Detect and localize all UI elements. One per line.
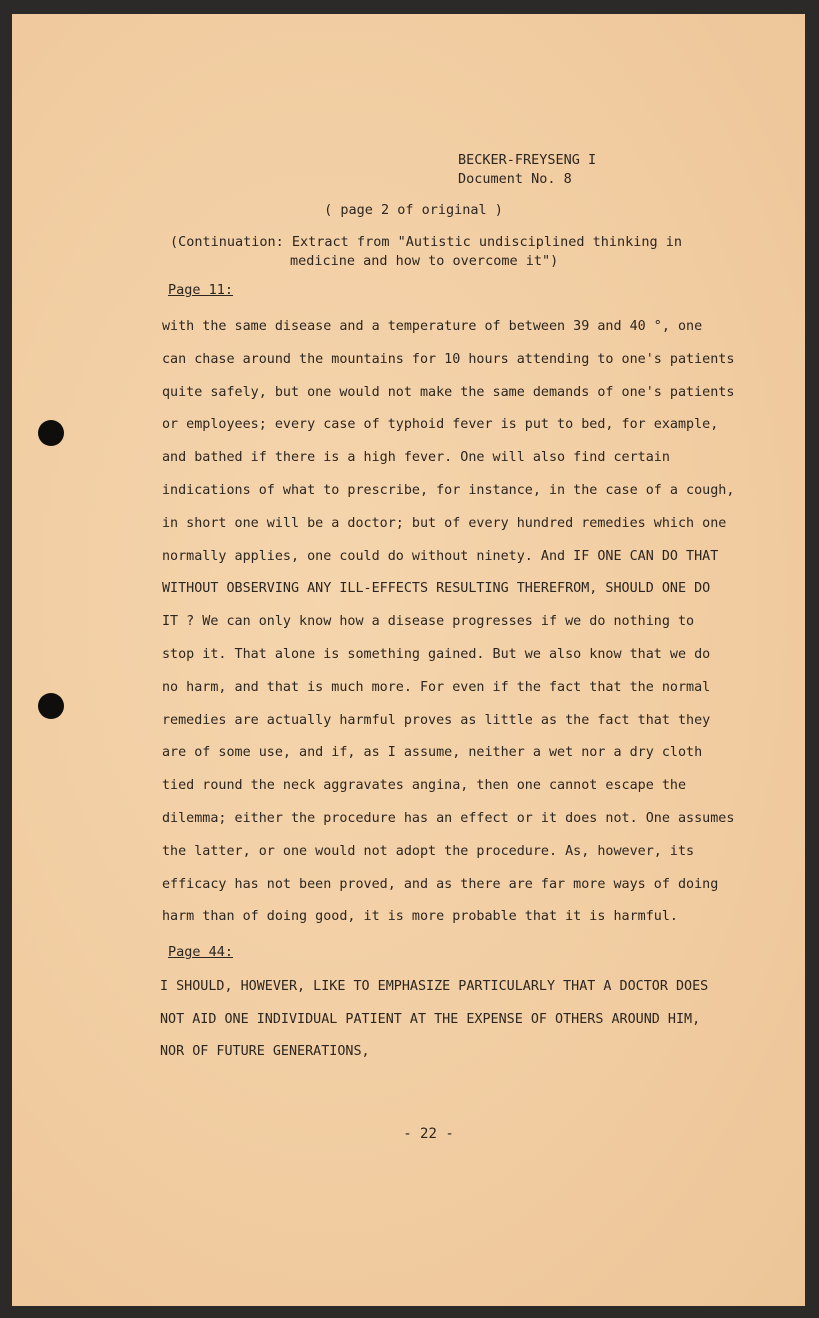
text-line: quite safely, but one would not make the same demands of one's patients [162,384,735,400]
page-11-text [162,317,802,940]
text-line: are of some use, and if, as I assume, neither a wet nor a dry cloth [162,745,703,761]
text-line: or employees; every case of typhoid fever is put to bed, for example, [162,417,719,433]
text-line: NOT AID ONE INDIVIDUAL PATIENT AT THE EXPENSE OF OTHERS AROUND HIM, [160,1011,701,1027]
text-line: indications of what to prescribe, for instance, in the case of a cough, [162,482,735,498]
text-line: WITHOUT OBSERVING ANY ILL-EFFECTS RESULTING THEREFROM, SHOULD ONE DO [162,581,711,597]
text-line: no harm, and that is much more. For even if the fact that the normal [162,679,711,695]
text-line: efficacy has not been proved, and as there are far more ways of doing [162,876,719,892]
text-line: IT ? We can only know how a disease progresses if we do nothing to [162,614,695,630]
text-line: remedies are actually harmful proves as little as the fact that they [162,712,711,728]
text-line: in short one will be a doctor; but of every hundred remedies which one [162,515,727,531]
text-line: harm than of doing good, it is more probable that it is harmful. [162,909,678,925]
header-document-number: Document No. 8 [458,171,572,187]
text-line: tied round the neck aggravates angina, then one cannot escape the [162,778,687,794]
text-line: the latter, or one would not adopt the procedure. As, however, its [162,843,695,859]
page-of-original: ( page 2 of original ) [324,202,503,218]
text-line: NOR OF FUTURE GENERATIONS, [160,1044,370,1059]
text-line: normally applies, one could do without ninety. And IF ONE CAN DO THAT [162,548,719,564]
page-number: - 22 - [403,1126,454,1142]
punch-hole-top [38,420,64,446]
text-line: I SHOULD, HOWEVER, LIKE TO EMPHASIZE PARTICULARLY THAT A DOCTOR DOES [160,979,709,994]
text-line: and bathed if there is a high fever. One will also find certain [162,450,670,466]
text-line: can chase around the mountains for 10 hours attending to one's patients [162,351,735,367]
document-header [458,151,596,189]
document-page [12,14,805,1306]
continuation-note [170,233,730,271]
header-defendant: BECKER-FREYSENG I [458,152,597,168]
page-44-label: Page 44: [168,944,234,960]
continuation-line-1: (Continuation: Extract from "Autistic undisciplined thinking in [170,234,683,250]
text-line: dilemma; either the procedure has an effect or it does not. One assumes [162,810,735,826]
punch-hole-bottom [38,693,64,719]
text-line: stop it. That alone is something gained. But we also know that we do [162,646,711,662]
text-line: with the same disease and a temperature of between 39 and 40 °, one [162,319,703,334]
page-11-label: Page 11: [168,282,234,298]
page-44-text [160,977,800,1075]
continuation-line-2: medicine and how to overcome it") [290,253,559,269]
